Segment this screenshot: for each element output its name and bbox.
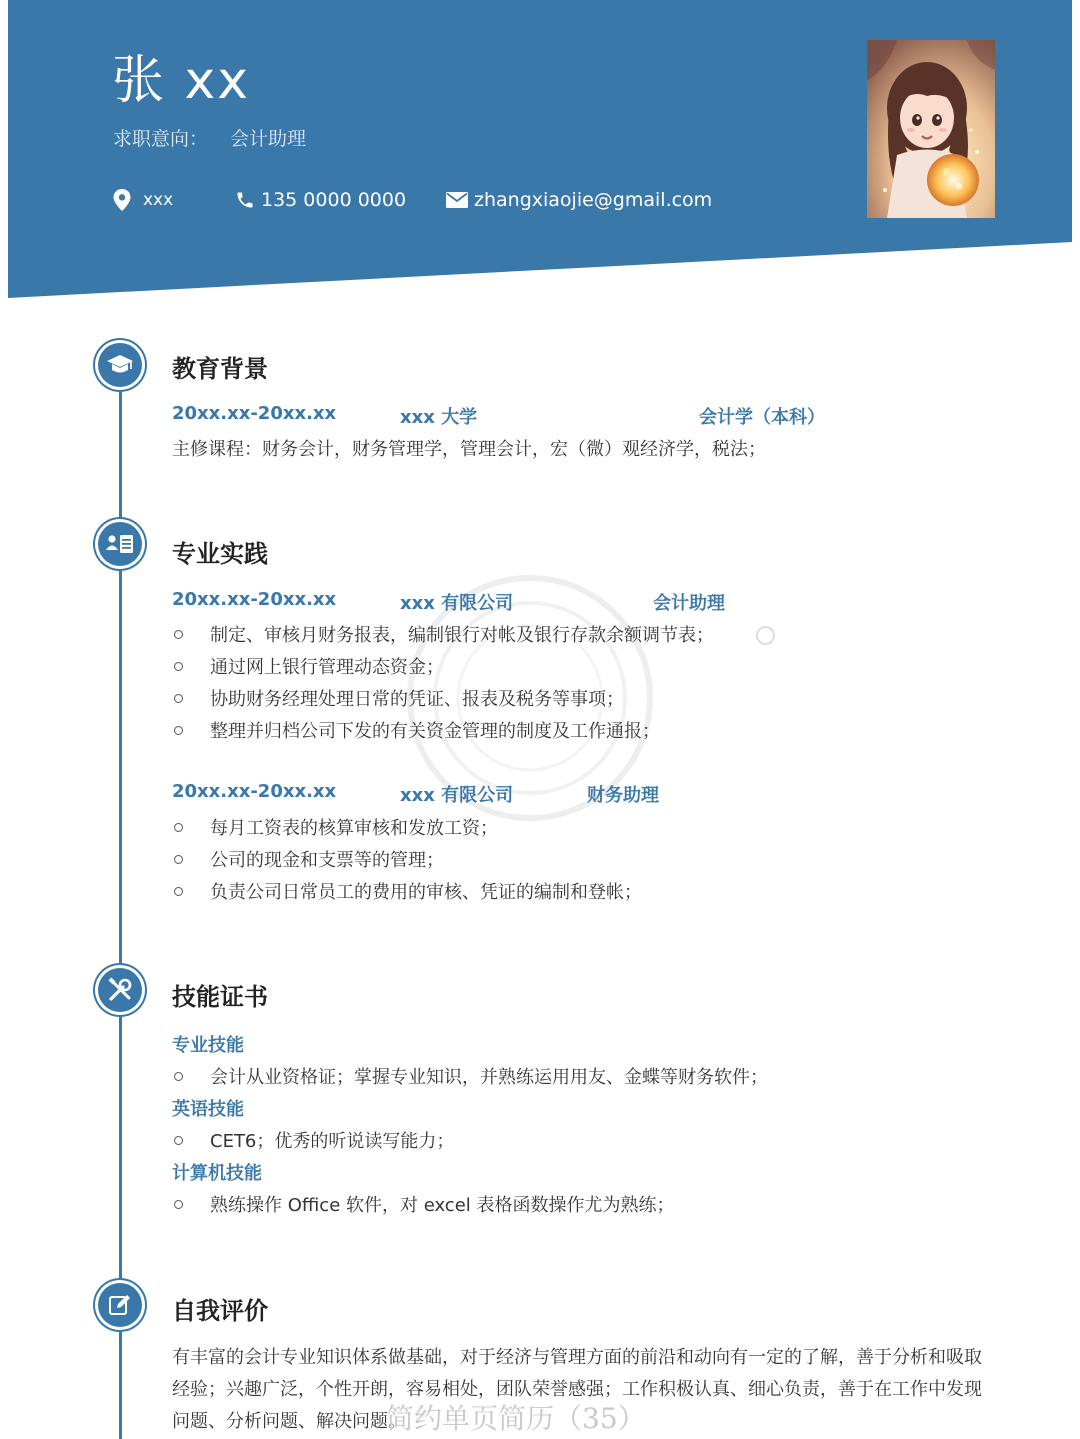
bullet-icon xyxy=(174,630,183,639)
footer-watermark: 简约单页简历（35） xyxy=(386,1402,646,1435)
bullet-icon xyxy=(174,662,183,671)
job-1-role: 会计助理 xyxy=(653,593,725,614)
education-major: 会计学（本科） xyxy=(699,407,825,428)
watermark-ring xyxy=(756,626,775,645)
job-1-item: 通过网上银行管理动态资金； xyxy=(210,657,444,678)
education-school: xxx 大学 xyxy=(400,407,478,428)
skill-group-item: 会计从业资格证；掌握专业知识，并熟练运用用友、金蝶等财务软件； xyxy=(210,1067,768,1088)
job-intent-label: 求职意向： xyxy=(113,128,209,150)
skills-section-title: 技能证书 xyxy=(172,983,268,1011)
profile-photo xyxy=(867,40,995,218)
phone-text: 135 0000 0000 xyxy=(261,189,407,211)
skill-group-label: 计算机技能 xyxy=(172,1163,262,1184)
skill-group-item: 熟练操作 Office 软件，对 excel 表格函数操作尤为熟练； xyxy=(210,1195,675,1216)
education-date: 20xx.xx-20xx.xx xyxy=(172,403,337,424)
job-intent xyxy=(113,124,306,151)
bullet-icon xyxy=(174,1200,183,1209)
job-1-item: 制定、审核月财务报表，编制银行对帐及银行存款余额调节表； xyxy=(210,625,714,646)
job-2-item: 公司的现金和支票等的管理； xyxy=(210,850,444,871)
envelope-icon xyxy=(446,192,468,208)
education-courses: 主修课程：财务会计，财务管理学，管理会计，宏（微）观经济学，税法； xyxy=(172,439,766,460)
job-1-company: xxx 有限公司 xyxy=(400,593,514,614)
timeline-line xyxy=(119,350,122,1439)
email-text: zhangxiaojie@gmail.com xyxy=(474,189,713,211)
profile-list-icon xyxy=(106,533,134,555)
skill-group-label: 英语技能 xyxy=(172,1099,244,1120)
bullet-icon xyxy=(174,694,183,703)
education-section-icon xyxy=(98,343,142,387)
contact-email xyxy=(446,189,712,211)
bullet-icon xyxy=(174,726,183,735)
job-1-item: 协助财务经理处理日常的凭证、报表及税务等事项； xyxy=(210,689,624,710)
job-2-company: xxx 有限公司 xyxy=(400,785,514,806)
edit-icon xyxy=(108,1293,132,1317)
skill-group-label: 专业技能 xyxy=(172,1035,244,1056)
self-eval-section-title: 自我评价 xyxy=(172,1297,268,1325)
job-2-role: 财务助理 xyxy=(587,785,659,806)
skill-group-item: CET6；优秀的听说读写能力； xyxy=(210,1131,455,1152)
location-text: xxx xyxy=(143,190,174,210)
job-intent-value: 会计助理 xyxy=(230,128,307,150)
job-2-date: 20xx.xx-20xx.xx xyxy=(172,781,337,802)
job-2-item: 每月工资表的核算审核和发放工资； xyxy=(210,818,498,839)
contact-phone xyxy=(235,189,406,211)
bullet-icon xyxy=(174,823,183,832)
location-pin-icon xyxy=(113,189,131,211)
candidate-name: 张 xx xyxy=(112,51,251,111)
bullet-icon xyxy=(174,855,183,864)
job-1-item: 整理并归档公司下发的有关资金管理的制度及工作通报； xyxy=(210,721,660,742)
bullet-icon xyxy=(174,1072,183,1081)
skills-section-icon xyxy=(98,968,142,1012)
bullet-icon xyxy=(174,887,183,896)
bullet-icon xyxy=(174,1136,183,1145)
education-section-title: 教育背景 xyxy=(172,355,268,383)
graduation-cap-icon xyxy=(106,353,134,377)
self-eval-section-icon xyxy=(98,1283,142,1327)
tools-icon xyxy=(107,977,133,1003)
job-1-date: 20xx.xx-20xx.xx xyxy=(172,589,337,610)
contact-location xyxy=(113,189,173,211)
practice-section-icon xyxy=(98,522,142,566)
job-2-item: 负责公司日常员工的费用的审核、凭证的编制和登帐； xyxy=(210,882,642,903)
self-eval-text: 有丰富的会计专业知识体系做基础，对于经济与管理方面的前沿和动向有一定的了解，善于分析和吸取经验；兴趣广泛，个性开朗，容易相处，团队荣誉感强；工作积极认真、细心负责，善于在工作中发现问题、分析问题、解决问题。 xyxy=(172,1347,982,1432)
practice-section-title: 专业实践 xyxy=(172,540,268,568)
phone-icon xyxy=(235,190,255,210)
